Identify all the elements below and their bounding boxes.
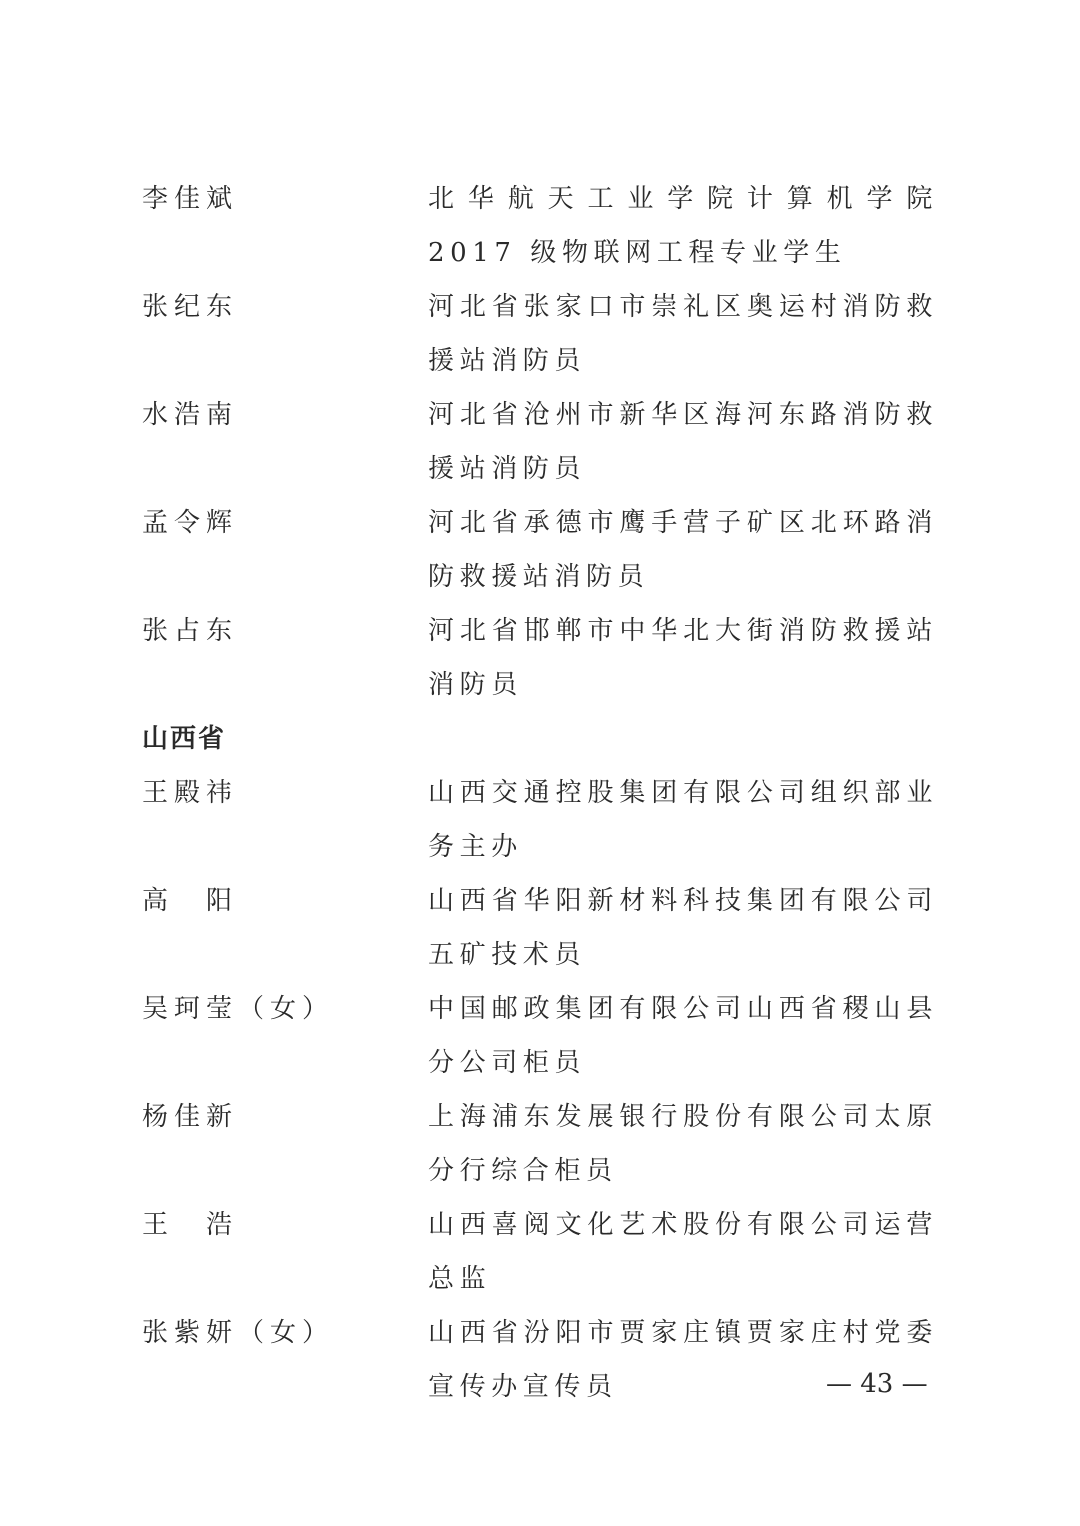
list-item [142, 874, 942, 982]
page-number: — 43 — [826, 1369, 928, 1399]
honoree-description: 山西省华阳新材料科技集团有限公司五矿技术员 [428, 886, 938, 970]
list-item [142, 388, 942, 496]
honoree-description: 河北省承德市鹰手营子矿区北环路消防救援站消防员 [428, 508, 938, 592]
list-item [142, 766, 942, 874]
list-item [142, 1090, 942, 1198]
honoree-name: 李佳斌 [142, 184, 239, 214]
honoree-name: 王 浩 [142, 1210, 239, 1240]
honoree-name: 孟令辉 [142, 508, 239, 538]
list-item [142, 172, 942, 280]
honoree-name: 杨佳新 [142, 1102, 239, 1132]
list-item [142, 1306, 942, 1414]
list-item [142, 280, 942, 388]
honoree-name: 张紫妍（女） [142, 1318, 335, 1348]
list-item [142, 604, 942, 712]
honoree-description: 山西省汾阳市贾家庄镇贾家庄村党委宣传办宣传员 [428, 1318, 938, 1402]
honoree-name: 吴珂莹（女） [142, 994, 335, 1024]
honoree-description: 河北省沧州市新华区海河东路消防救援站消防员 [428, 400, 938, 484]
honoree-name: 张占东 [142, 616, 239, 646]
honoree-name: 王殿祎 [142, 778, 239, 808]
honoree-description: 北华航天工业学院计算机学院 2017 级物联网工程专业学生 [428, 184, 938, 268]
honoree-description: 河北省张家口市崇礼区奥运村消防救援站消防员 [428, 292, 938, 376]
province-heading: 山西省 [142, 724, 227, 754]
honoree-name: 高 阳 [142, 886, 239, 916]
honoree-description: 上海浦东发展银行股份有限公司太原分行综合柜员 [428, 1102, 938, 1186]
honoree-description: 山西喜阅文化艺术股份有限公司运营总监 [428, 1210, 938, 1294]
honoree-list [142, 172, 942, 1414]
honoree-description: 河北省邯郸市中华北大街消防救援站消防员 [428, 616, 938, 700]
honoree-description: 山西交通控股集团有限公司组织部业务主办 [428, 778, 938, 862]
list-item [142, 982, 942, 1090]
list-item [142, 496, 942, 604]
list-item [142, 1198, 942, 1306]
honoree-name: 水浩南 [142, 400, 239, 430]
honoree-description: 中国邮政集团有限公司山西省稷山县分公司柜员 [428, 994, 938, 1078]
honoree-name: 张纪东 [142, 292, 239, 322]
